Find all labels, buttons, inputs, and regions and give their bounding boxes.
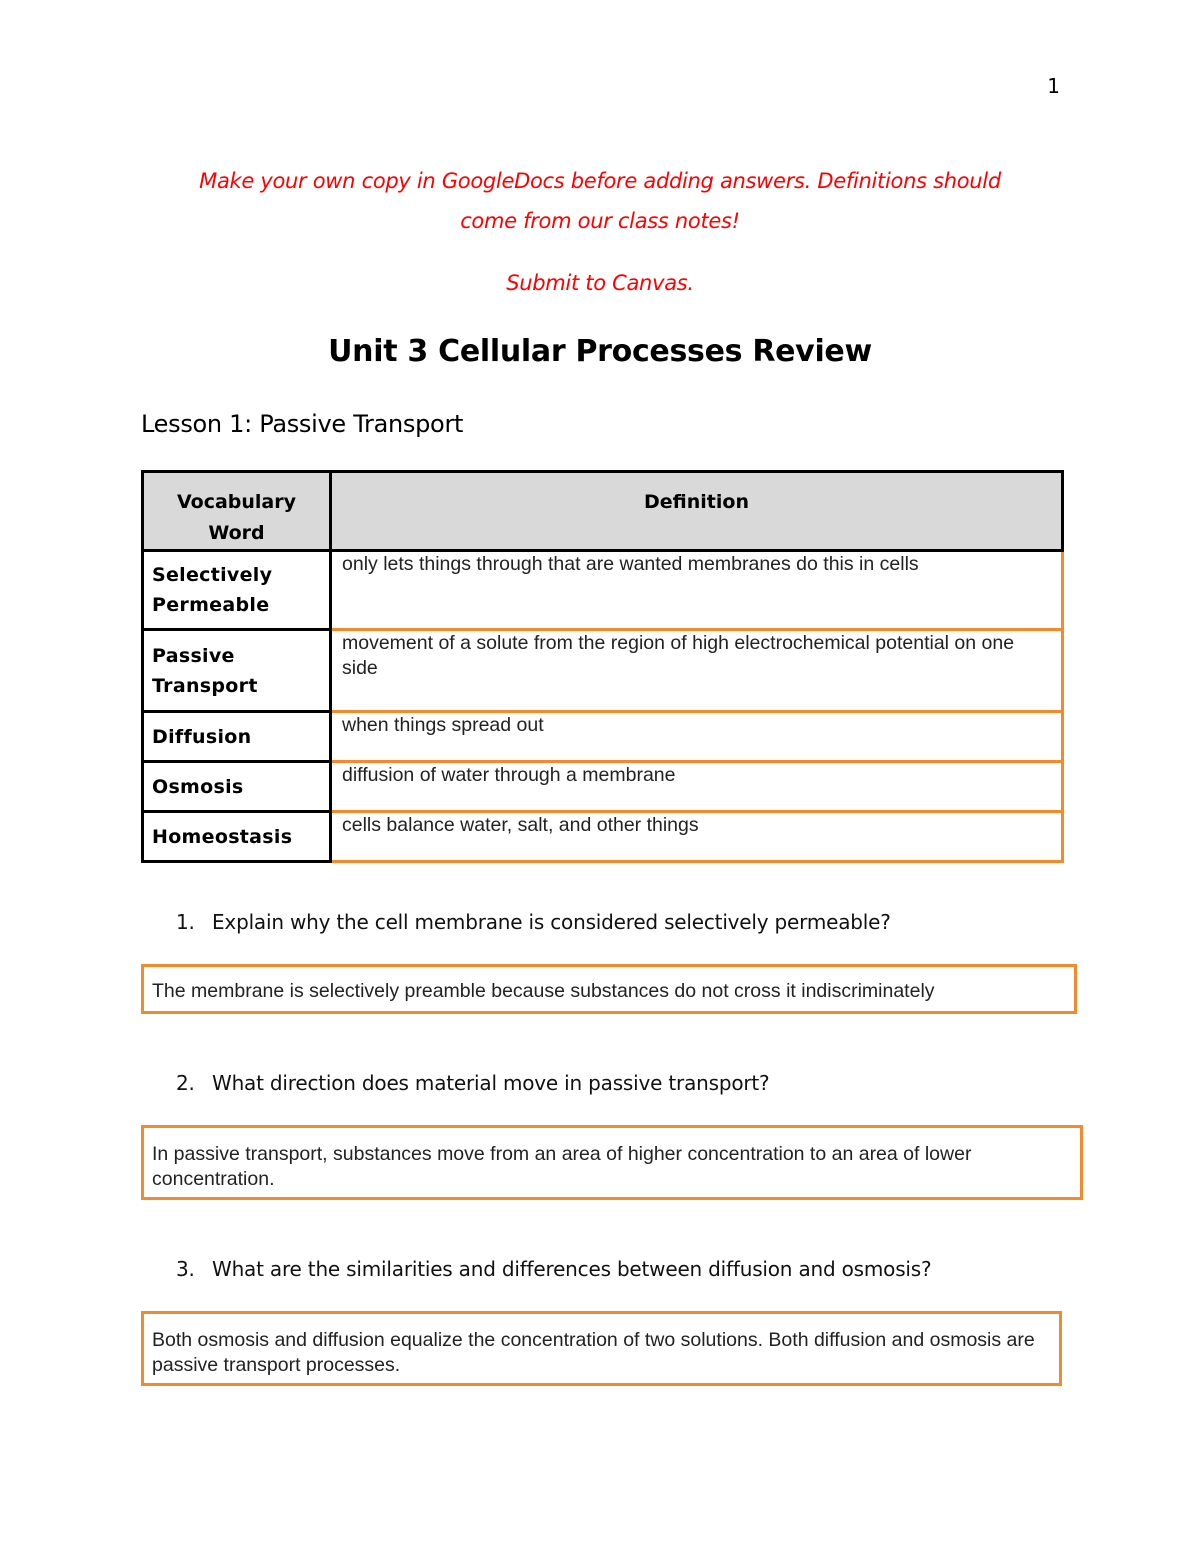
question-3 [176,1257,931,1281]
question-number: 2. [176,1071,195,1095]
answer-box-3[interactable]: Both osmosis and diffusion equalize the concentration of two solutions. Both diffusion and osmosis are passive transport processes. [141,1311,1062,1386]
question-1 [176,910,891,934]
vocab-definition[interactable]: only lets things through that are wanted membranes do this in cells [331,551,1063,630]
question-text: What are the similarities and differences between diffusion and osmosis? [212,1257,932,1281]
vocab-word: Diffusion [143,712,331,762]
vocab-word: Selectively Permeable [143,551,331,630]
question-text: What direction does material move in passive transport? [212,1071,770,1095]
table-header-row [143,472,1063,551]
answer-box-2[interactable]: In passive transport, substances move from an area of higher concentration to an area of lower concentration. [141,1125,1083,1200]
instruction-line-1: Make your own copy in GoogleDocs before adding answers. Definitions should [199,169,1001,193]
answer-box-1[interactable]: The membrane is selectively preamble because substances do not cross it indiscriminately [141,964,1077,1014]
page-title: Unit 3 Cellular Processes Review [328,334,872,369]
lesson-heading: Lesson 1: Passive Transport [141,410,464,438]
vocab-definition[interactable]: when things spread out [331,712,1063,762]
table-row [143,630,1063,712]
vocab-word: Osmosis [143,762,331,812]
table-row [143,712,1063,762]
question-number: 3. [176,1257,195,1281]
vocab-word: Passive Transport [143,630,331,712]
table-row [143,812,1063,862]
header-definition: Definition [331,472,1063,551]
page-number: 1 [1047,74,1060,98]
header-vocabulary-word: Vocabulary Word [143,472,331,551]
question-number: 1. [176,910,195,934]
vocab-word: Homeostasis [143,812,331,862]
question-text: Explain why the cell membrane is considered selectively permeable? [212,910,891,934]
vocab-definition[interactable]: movement of a solute from the region of high electrochemical potential on one side [331,630,1063,712]
instruction-submit: Submit to Canvas. [506,271,694,295]
instruction-line-2: come from our class notes! [460,209,740,233]
vocabulary-table [141,470,1064,863]
vocab-definition[interactable]: diffusion of water through a membrane [331,762,1063,812]
vocab-definition[interactable]: cells balance water, salt, and other things [331,812,1063,862]
question-2 [176,1071,769,1095]
table-row [143,762,1063,812]
table-row [143,551,1063,630]
